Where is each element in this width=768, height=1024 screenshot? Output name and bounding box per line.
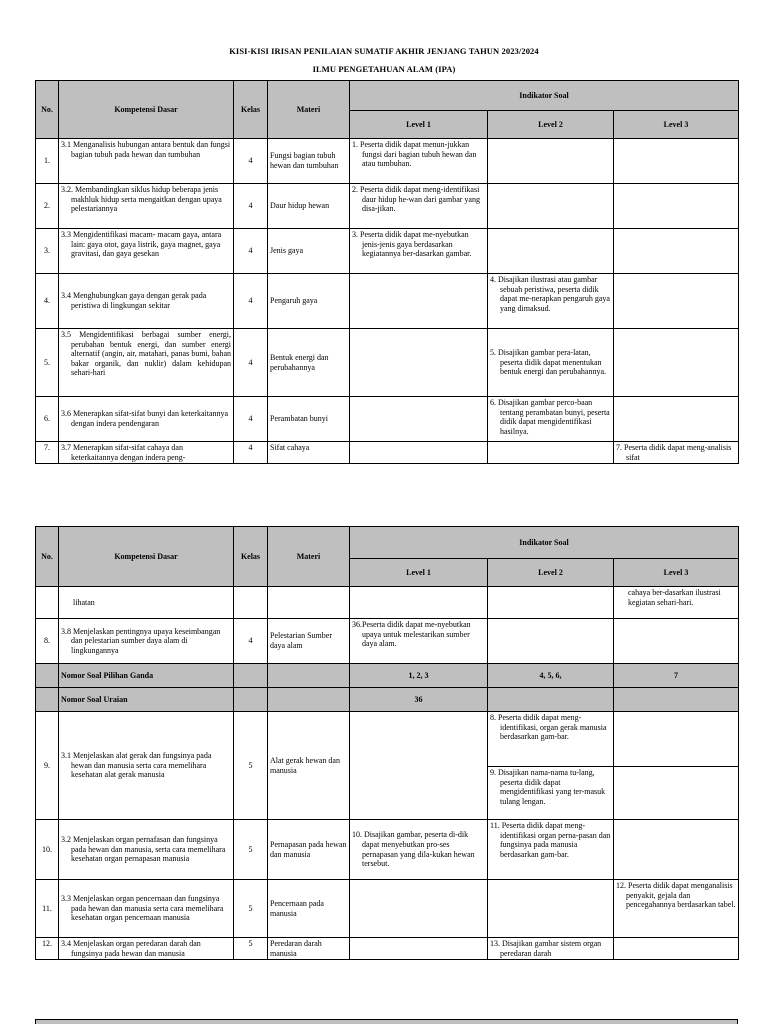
row-level3 [614, 938, 739, 960]
header-kompetensi-dasar: Kompetensi Dasar [59, 81, 234, 139]
row-kelas: 4 [234, 274, 268, 329]
summary-row-uraian [36, 688, 739, 712]
header-materi: Materi [268, 527, 350, 587]
summary-label: Nomor Soal Pilihan Ganda [59, 664, 234, 688]
row-materi: Peredaran darah manusia [268, 938, 350, 960]
table-row [36, 712, 739, 767]
row-level1 [350, 397, 488, 442]
summary-row-pilihan-ganda [36, 664, 739, 688]
row-level3 [614, 274, 739, 329]
kisi-kisi-table-page1 [35, 80, 739, 464]
summary-level3: 7 [614, 664, 739, 688]
row-no: 3. [36, 229, 59, 274]
header-level3: Level 3 [614, 559, 739, 587]
header-level1: Level 1 [350, 559, 488, 587]
table-row [36, 229, 739, 274]
table-row [36, 880, 739, 938]
row-kd: 3.2. Membandingkan siklus hidup beberapa jenis makhluk hidup serta mengaitkan dengan upaya pelestariannya [59, 184, 234, 229]
row-kd: 3.1 Menganalisis hubungan antara bentuk dan fungsi bagian tubuh pada hewan dan tumbuhan [59, 139, 234, 184]
row-level1: 36.Peserta didik dapat me-nyebutkan upaya untuk melestarikan sumber daya alam. [350, 619, 488, 664]
row-level2: 8. Peserta didik dapat meng-identifikasi, organ gerak manusia berdasarkan gam-bar. [488, 712, 614, 767]
table-row [36, 329, 739, 397]
row-kelas: 4 [234, 619, 268, 664]
row-kd: 3.3 Mengidentifikasi macam- macam gaya, antara lain: gaya otot, gaya listrik, gaya magnet, gaya gravitasi, dan gaya gesekan [59, 229, 234, 274]
header-kelas: Kelas [234, 527, 268, 587]
row-kelas: 4 [234, 184, 268, 229]
row-level3: cahaya ber-dasarkan ilustrasi kegiatan sehari-hari. [614, 587, 739, 619]
table-row [36, 820, 739, 880]
header-kelas: Kelas [234, 81, 268, 139]
row-level1: 10. Disajikan gambar, peserta di-dik dapat menyebutkan pro-ses pernapasan yang dila-kukan hewan tersebut. [350, 820, 488, 880]
row-materi: Pernapasan pada hewan dan manusia [268, 820, 350, 880]
summary-level2: 4, 5, 6, [488, 664, 614, 688]
row-materi: Jenis gaya [268, 229, 350, 274]
row-level2 [488, 229, 614, 274]
row-kd: lihatan [59, 587, 234, 619]
header-indikator-soal: Indikator Soal [350, 81, 739, 111]
row-kelas: 5 [234, 820, 268, 880]
row-no: 6. [36, 397, 59, 442]
row-kelas: 5 [234, 880, 268, 938]
row-level2 [488, 619, 614, 664]
table-row [36, 397, 739, 442]
next-table-top-edge [35, 1019, 738, 1024]
row-kd: 3.7 Menerapkan sifat-sifat cahaya dan keterkaitannya dengan indera peng- [59, 442, 234, 464]
row-level2: 11. Peserta didik dapat meng-identifikasi organ perna-pasan dan fungsinya pada manusia berdasarkan gam-bar. [488, 820, 614, 880]
row-kelas: 4 [234, 442, 268, 464]
row-level3 [614, 139, 739, 184]
row-materi: Fungsi bagian tubuh hewan dan tumbuhan [268, 139, 350, 184]
row-level1 [350, 880, 488, 938]
row-level3: 12. Peserta didik dapat menganalisis penyakit, gejala dan pencegahannya berdasarkan tabel. [614, 880, 739, 938]
summary-level1: 1, 2, 3 [350, 664, 488, 688]
row-level2 [488, 184, 614, 229]
header-indikator-soal: Indikator Soal [350, 527, 739, 559]
row-level2 [488, 880, 614, 938]
row-kelas: 4 [234, 329, 268, 397]
row-no: 9. [36, 712, 59, 820]
table-row [36, 184, 739, 229]
row-level1: 1. Peserta didik dapat menun-jukkan fungsi dari bagian tubuh hewan dan atau tumbuhan. [350, 139, 488, 184]
row-level2 [488, 139, 614, 184]
row-materi: Pencernaan pada manusia [268, 880, 350, 938]
document-subtitle: ILMU PENGETAHUAN ALAM (IPA) [312, 64, 456, 74]
row-kd: 3.1 Menjelaskan alat gerak dan fungsinya pada hewan dan manusia serta cara memelihara kesehatan alat gerak manusia [59, 712, 234, 820]
row-level1 [350, 442, 488, 464]
row-level3 [614, 619, 739, 664]
header-level1: Level 1 [350, 111, 488, 139]
row-level2 [488, 442, 614, 464]
row-level3 [614, 329, 739, 397]
row-kelas: 4 [234, 397, 268, 442]
row-materi: Pengaruh gaya [268, 274, 350, 329]
row-level3 [614, 397, 739, 442]
row-level1: 3. Peserta didik dapat me-nyebutkan jenis-jenis gaya berdasarkan kegiatannya ber-dasarkan gambar. [350, 229, 488, 274]
table-row [36, 938, 739, 960]
row-materi: Pelestarian Sumber daya alam [268, 619, 350, 664]
row-no: 11. [36, 880, 59, 938]
row-kd: 3.5 Mengidentifikasi berbagai sumber energi, perubahan bentuk energi, dan sumber energi alternatif (angin, air, matahari, panas bumi, bahan bakar organik, dan nuklir) dalam kehidupan sehari-hari [59, 329, 234, 397]
row-kelas: 4 [234, 229, 268, 274]
row-materi: Sifat cahaya [268, 442, 350, 464]
row-materi: Alat gerak hewan dan manusia [268, 712, 350, 820]
row-level2 [488, 587, 614, 619]
row-no: 5. [36, 329, 59, 397]
header-materi: Materi [268, 81, 350, 139]
row-level3 [614, 184, 739, 229]
summary-level1: 36 [350, 688, 488, 712]
row-level2: 5. Disajikan gambar pera-latan, peserta didik dapat menentukan bentuk energi dan perubahannya. [488, 329, 614, 397]
row-level1 [350, 329, 488, 397]
row-no: 7. [36, 442, 59, 464]
row-kd: 3.8 Menjelaskan pentingnya upaya keseimbangan dan pelestarian sumber daya alam di lingkungannya [59, 619, 234, 664]
table-row [36, 139, 739, 184]
header-level2: Level 2 [488, 111, 614, 139]
row-no: 8. [36, 619, 59, 664]
row-level1 [350, 274, 488, 329]
row-kd: 3.2 Menjelaskan organ pernafasan dan fungsinya pada hewan dan manusia, serta cara memelihara kesehatan organ pernapasan manusia [59, 820, 234, 880]
table-row [36, 274, 739, 329]
header-no: No. [36, 81, 59, 139]
table-row [36, 587, 739, 619]
table-row [36, 442, 739, 464]
row-kd: 3.6 Menerapkan sifat-sifat bunyi dan keterkaitannya dengan indera pendengaran [59, 397, 234, 442]
row-level3 [614, 712, 739, 767]
row-kelas [234, 587, 268, 619]
table-row [36, 619, 739, 664]
row-materi: Daur hidup hewan [268, 184, 350, 229]
row-level2: 4. Disajikan ilustrasi atau gambar sebuah peristiwa, peserta didik dapat me-nerapkan pengaruh gaya yang dimaksud. [488, 274, 614, 329]
row-kd: 3.4 Menjelaskan organ peredaran darah dan fungsinya pada hewan dan manusia [59, 938, 234, 960]
header-kompetensi-dasar: Kompetensi Dasar [59, 527, 234, 587]
header-level2: Level 2 [488, 559, 614, 587]
row-level2: 9. Disajikan nama-nama tu-lang, peserta didik dapat mengidentifikasi yang ter-masuk tulang lengan. [488, 767, 614, 820]
row-level1 [350, 712, 488, 820]
row-no: 10. [36, 820, 59, 880]
row-level2: 13. Disajikan gambar sistem organ peredaran darah [488, 938, 614, 960]
row-kd: 3.3 Menjelaskan organ pencernaan dan fungsinya pada hewan dan manusia serta cara memelihara kesehatan organ pencernaan manusia [59, 880, 234, 938]
summary-label: Nomor Soal Uraian [59, 688, 234, 712]
row-level2: 6. Disajikan gambar perco-baan tentang perambatan bunyi, peserta didik dapat mengidentifikasi hasilnya. [488, 397, 614, 442]
row-level1 [350, 587, 488, 619]
row-level3 [614, 820, 739, 880]
row-no: 12. [36, 938, 59, 960]
row-kelas: 5 [234, 938, 268, 960]
row-no [36, 587, 59, 619]
document-title: KISI-KISI IRISAN PENILAIAN SUMATIF AKHIR JENJANG TAHUN 2023/2024 [229, 46, 539, 56]
row-materi [268, 587, 350, 619]
row-level3: 7. Peserta didik dapat meng-analisis sifat [614, 442, 739, 464]
row-level1 [350, 938, 488, 960]
row-kd: 3.4 Menghubungkan gaya dengan gerak pada peristiwa di lingkungan sekitar [59, 274, 234, 329]
row-level1: 2. Peserta didik dapat meng-identifikasi daur hidup he-wan dari gambar yang disa-jikan. [350, 184, 488, 229]
row-no: 1. [36, 139, 59, 184]
row-level3 [614, 229, 739, 274]
row-no: 4. [36, 274, 59, 329]
kisi-kisi-table-page2 [35, 526, 739, 960]
header-no: No. [36, 527, 59, 587]
row-materi: Bentuk energi dan perubahannya [268, 329, 350, 397]
row-level3 [614, 767, 739, 820]
row-kelas: 5 [234, 712, 268, 820]
row-no: 2. [36, 184, 59, 229]
header-level3: Level 3 [614, 111, 739, 139]
row-kelas: 4 [234, 139, 268, 184]
row-materi: Perambatan bunyi [268, 397, 350, 442]
